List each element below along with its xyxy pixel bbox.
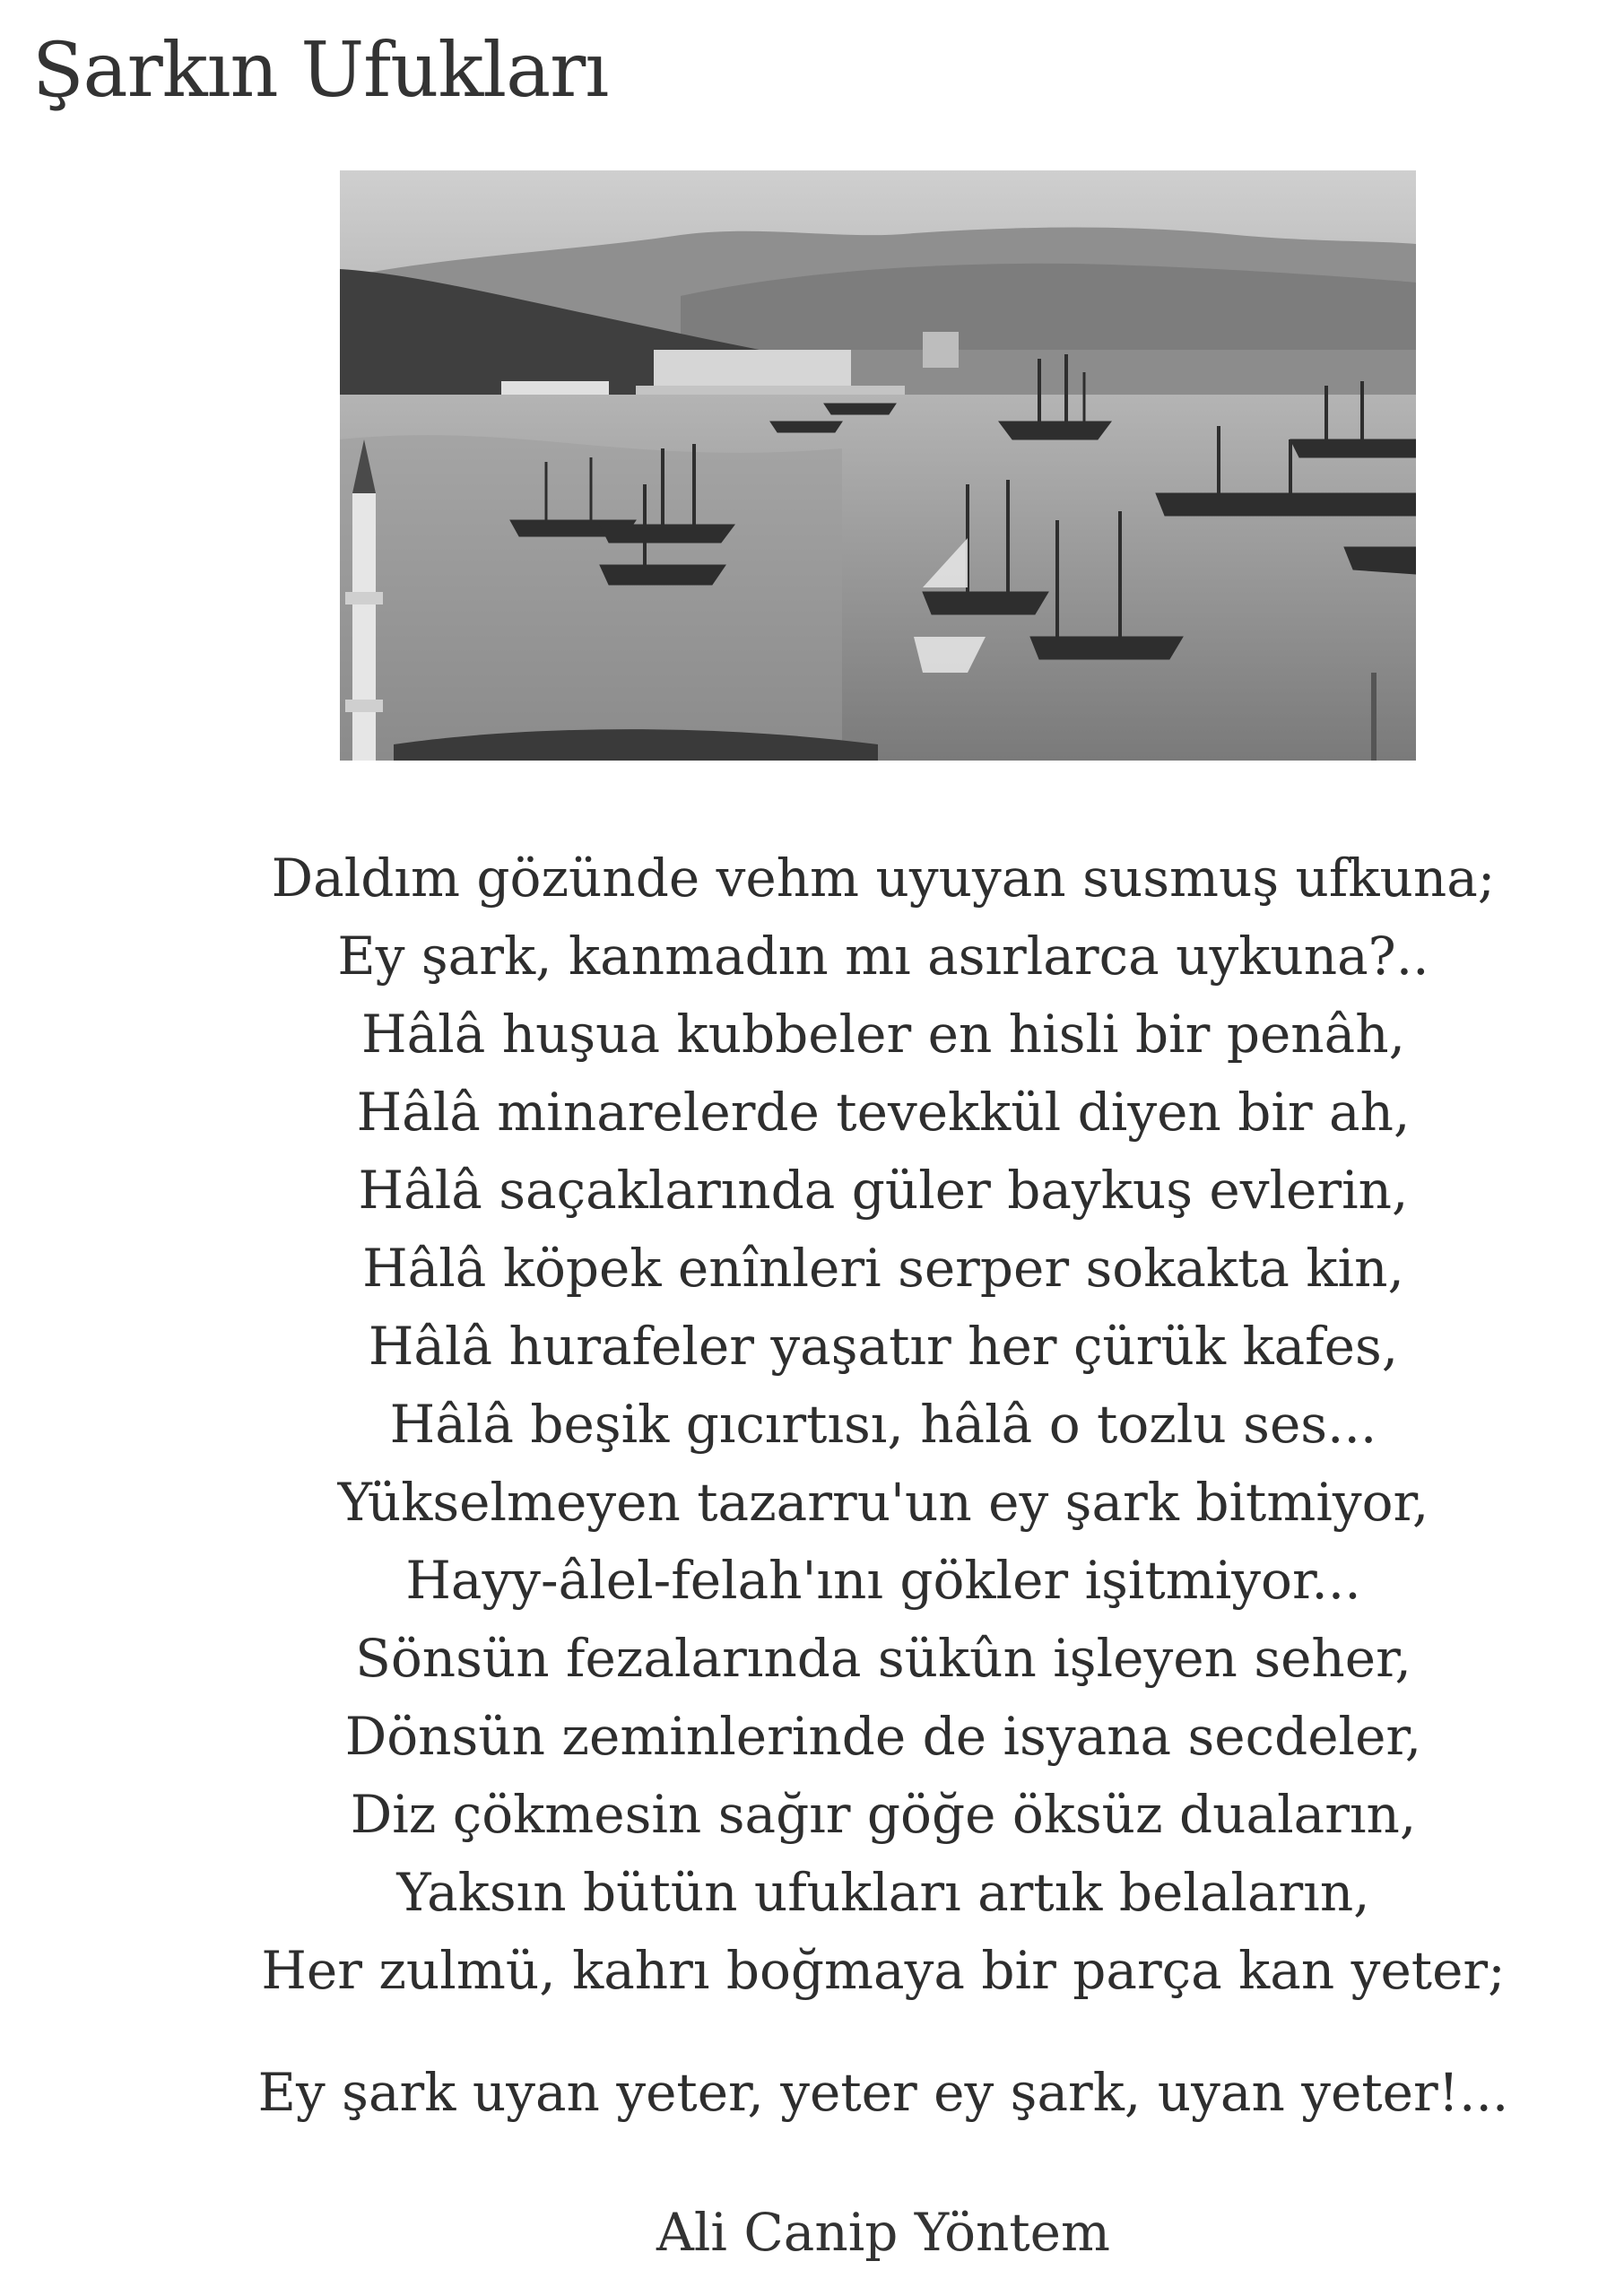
poem-line: Yaksın bütün ufukları artık belaların, [396, 1862, 1370, 1923]
poem-line: Dönsün zeminlerinde de isyana secdeler, [344, 1706, 1422, 1767]
poem-line: Daldım gözünde vehm uyuyan susmuş ufkuna; [271, 848, 1496, 909]
poem-closing-line: Ey şark uyan yeter, yeter ey şark, uyan yeter!... [257, 2062, 1509, 2123]
poem-line: Hâlâ hurafeler yaşatır her çürük kafes, [368, 1316, 1399, 1377]
page-title: Şarkın Ufukları [32, 26, 609, 114]
harbor-photo [340, 170, 1416, 761]
poem-line: Hayy-âlel-felah'ını gökler işitmiyor... [405, 1550, 1361, 1611]
poem-line: Ey şark, kanmadın mı asırlarca uykuna?.. [337, 926, 1429, 987]
poem-line: Hâlâ saçaklarında güler baykuş evlerin, [358, 1160, 1409, 1221]
poem-line: Diz çökmesin sağır göğe öksüz duaların, [350, 1784, 1417, 1845]
poem-body [224, 839, 1542, 2010]
poem-author: Ali Canip Yöntem [656, 2202, 1110, 2263]
poem-line: Hâlâ minarelerde tevekkül diyen bir ah, [356, 1082, 1411, 1143]
poem-line: Hâlâ beşik gıcırtısı, hâlâ o tozlu ses... [389, 1394, 1377, 1455]
harbor-illustration [340, 170, 1416, 761]
poem-line: Hâlâ huşua kubbeler en hisli bir penâh, [360, 1004, 1406, 1065]
poem-line: Her zulmü, kahrı boğmaya bir parça kan yeter; [261, 1940, 1506, 2001]
poem-line: Sönsün fezalarında sükûn işleyen seher, [355, 1628, 1411, 1689]
poem-line: Hâlâ köpek enînleri serper sokakta kin, [362, 1238, 1404, 1299]
poem-line: Yükselmeyen tazarru'un ey şark bitmiyor, [337, 1472, 1429, 1533]
